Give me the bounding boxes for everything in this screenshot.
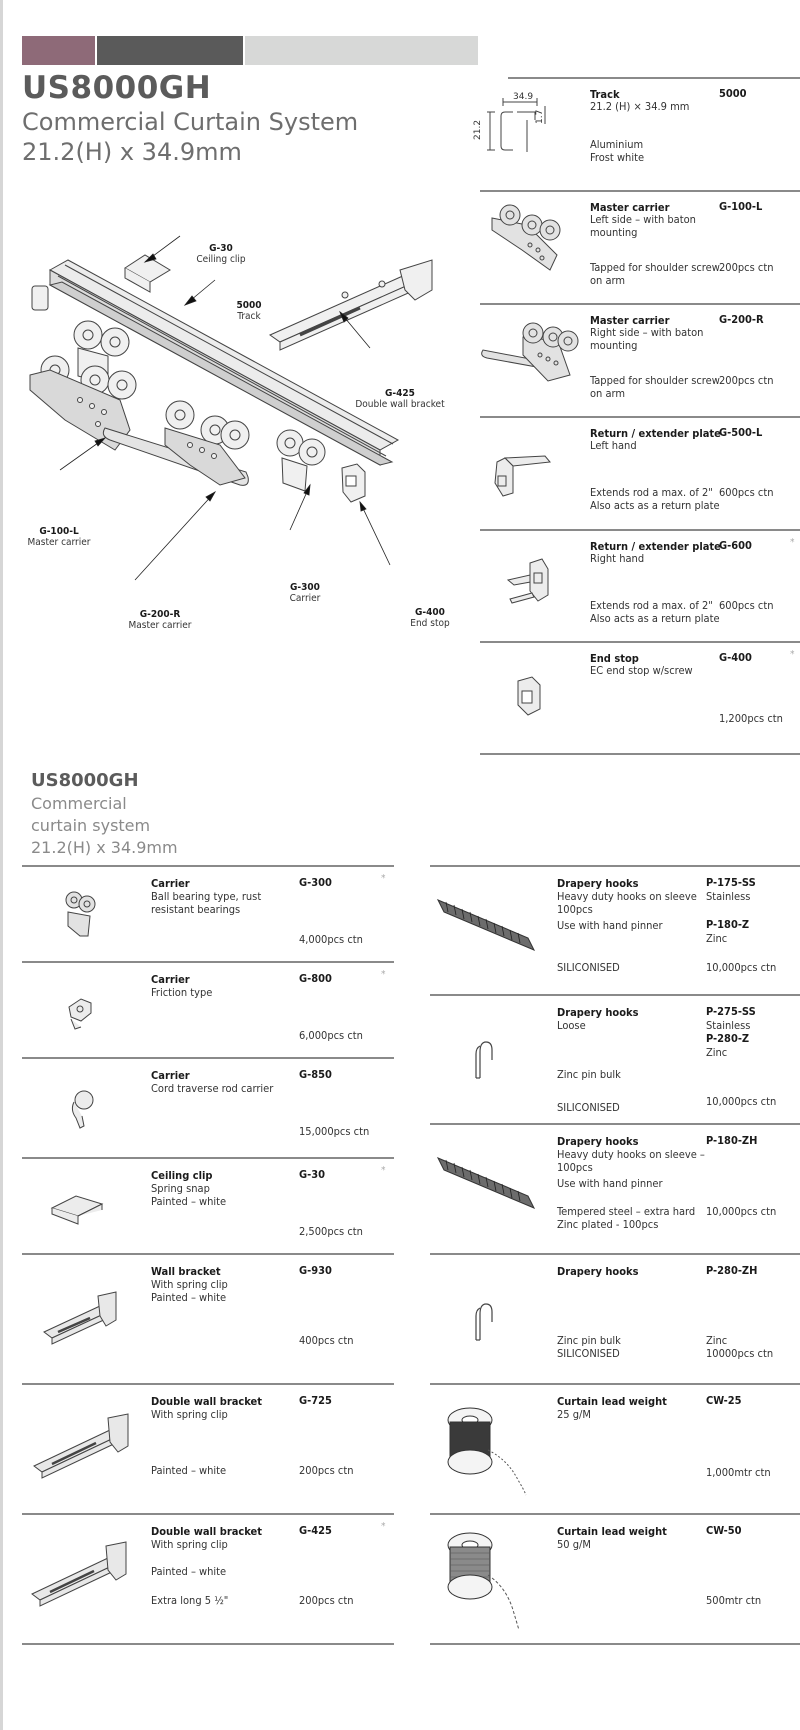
diagram-label-master-carrier-right <box>120 609 200 631</box>
product-note-0: Zinc pin bulk <box>557 1068 621 1081</box>
product-code: G-800 <box>299 972 332 985</box>
product-pack: 400pcs ctn <box>299 1334 354 1347</box>
divider <box>430 1643 800 1645</box>
product-code: CW-50 <box>706 1524 742 1537</box>
diagram-label-track <box>224 300 274 322</box>
divider <box>22 1057 394 1059</box>
product-name: Master carrier <box>590 314 670 327</box>
product-desc: Ball bearing type, rust resistant bearings <box>151 890 262 916</box>
divider <box>22 1513 394 1515</box>
product-code: G-500-L <box>719 426 763 439</box>
label-code: G-200-R <box>139 609 181 620</box>
product-pack: Zinc 10000pcs ctn <box>706 1334 774 1360</box>
product-name: Ceiling clip <box>151 1169 213 1182</box>
dim-lip: 1.7 <box>535 109 545 124</box>
color-bar-grey <box>245 36 478 65</box>
color-bar-charcoal <box>97 36 243 65</box>
product-note: Tapped for shoulder screw on arm <box>590 374 720 400</box>
product-name: Carrier <box>151 877 190 890</box>
product-code: CW-25 <box>706 1394 742 1407</box>
master-carrier-right-icon <box>478 315 578 395</box>
product-code: G-930 <box>299 1264 332 1277</box>
section2-line3: 21.2(H) x 34.9mm <box>31 838 178 857</box>
divider <box>480 529 800 531</box>
section2-code: US8000GH <box>31 770 139 791</box>
product-code: G-30 <box>299 1168 326 1181</box>
product-pack: 10,000pcs ctn <box>706 1095 777 1108</box>
product-desc: Friction type <box>151 986 213 999</box>
product-desc: Left side – with baton mounting <box>590 213 696 239</box>
product-variant-2: Zinc <box>706 932 728 945</box>
divider <box>430 1253 800 1255</box>
label-code: G-400 <box>415 607 445 618</box>
divider <box>480 641 800 643</box>
lead-weight-spool-large-icon <box>438 1525 533 1635</box>
product-desc-2: Use with hand pinner <box>557 1177 663 1190</box>
label-code: G-100-L <box>39 526 79 537</box>
product-name: Track <box>590 88 620 101</box>
product-subtitle: Commercial Curtain System <box>22 108 359 136</box>
product-code: P-280-ZH <box>706 1264 758 1277</box>
carrier-friction-icon <box>65 993 95 1033</box>
label-code: G-300 <box>290 582 320 593</box>
product-name: Drapery hooks <box>557 1006 639 1019</box>
product-code: G-300 <box>299 876 332 889</box>
product-note: Aluminium Frost white <box>590 138 645 164</box>
lead-weight-spool-icon <box>438 1400 533 1500</box>
product-desc: With spring clip <box>151 1408 228 1421</box>
divider <box>480 190 800 192</box>
product-code: G-400 <box>719 651 752 664</box>
product-note: Painted – white <box>151 1565 227 1578</box>
drapery-hook-bulk-icon <box>472 1300 496 1344</box>
product-name: Curtain lead weight <box>557 1395 667 1408</box>
product-desc: Right side – with baton mounting <box>590 326 704 352</box>
product-code-2: P-180-Z <box>706 918 750 931</box>
product-code: G-200-R <box>719 313 764 326</box>
divider <box>22 961 394 963</box>
label-name: Master carrier <box>27 537 91 548</box>
diagram-label-master-carrier-left <box>24 526 94 548</box>
product-dimensions: 21.2(H) x 34.9mm <box>22 138 242 166</box>
return-plate-right-icon <box>500 555 560 615</box>
product-code: P-175-SS <box>706 876 756 889</box>
product-desc: With spring clip Painted – white <box>151 1278 228 1304</box>
product-pack: 200pcs ctn <box>719 374 774 387</box>
label-name: Track <box>237 311 261 322</box>
product-note: Extends rod a max. of 2" Also acts as a return plate <box>590 486 720 512</box>
product-code: P-275-SS <box>706 1005 756 1018</box>
product-variant: Stainless <box>706 890 751 903</box>
product-desc: With spring clip <box>151 1538 228 1551</box>
product-pack: 200pcs ctn <box>299 1464 354 1477</box>
return-plate-left-icon <box>485 448 555 508</box>
product-desc: Heavy duty hooks on sleeve – 100pcs <box>557 1148 705 1174</box>
product-pack: 10,000pcs ctn <box>706 961 777 974</box>
product-name: Drapery hooks <box>557 1265 639 1278</box>
product-desc: Right hand <box>590 552 645 565</box>
product-code: G-100-L <box>719 200 763 213</box>
product-note: Painted – white <box>151 1464 227 1477</box>
product-variant-2: Zinc <box>706 1046 728 1059</box>
product-note-2: Extra long 5 ½" <box>151 1594 229 1607</box>
product-pack: 4,000pcs ctn <box>299 933 363 946</box>
product-code: 5000 <box>719 87 747 100</box>
product-pack: 1,000mtr ctn <box>706 1466 771 1479</box>
product-name: Return / extender plate <box>590 540 721 553</box>
product-desc: Spring snap Painted – white <box>151 1182 227 1208</box>
product-pack: 200pcs ctn <box>299 1594 354 1607</box>
product-pack: 10,000pcs ctn <box>706 1205 777 1218</box>
color-bar-mauve <box>22 36 95 65</box>
master-carrier-left-icon <box>482 200 572 290</box>
product-name: Carrier <box>151 1069 190 1082</box>
product-name: Double wall bracket <box>151 1525 262 1538</box>
product-desc: Cord traverse rod carrier <box>151 1082 274 1095</box>
divider <box>430 865 800 867</box>
product-pack: 600pcs ctn <box>719 599 774 612</box>
divider <box>22 865 394 867</box>
product-code-title: US8000GH <box>22 70 212 106</box>
ceiling-clip-icon <box>48 1188 108 1228</box>
star-mark: * <box>381 873 386 884</box>
section2-line2: curtain system <box>31 816 151 835</box>
product-pack: 600pcs ctn <box>719 486 774 499</box>
product-name: Curtain lead weight <box>557 1525 667 1538</box>
divider <box>508 77 800 79</box>
divider <box>22 1383 394 1385</box>
product-pack: 6,000pcs ctn <box>299 1029 363 1042</box>
product-desc: Loose <box>557 1019 586 1032</box>
divider <box>480 753 800 755</box>
product-pack: 15,000pcs ctn <box>299 1125 370 1138</box>
star-mark: * <box>790 537 795 548</box>
product-pack: 1,200pcs ctn <box>719 712 783 725</box>
product-desc: Heavy duty hooks on sleeve 100pcs <box>557 890 697 916</box>
star-mark: * <box>790 649 795 660</box>
product-note: SILICONISED <box>557 1101 620 1114</box>
divider <box>22 1157 394 1159</box>
label-code: G-30 <box>209 243 233 254</box>
star-mark: * <box>381 969 386 980</box>
label-name: Double wall bracket <box>355 399 445 410</box>
end-stop-icon <box>510 673 550 723</box>
label-code: G-425 <box>385 388 415 399</box>
label-name: Carrier <box>289 593 321 604</box>
label-name: Master carrier <box>128 620 192 631</box>
product-desc: 25 g/M <box>557 1408 591 1421</box>
product-desc: EC end stop w/screw <box>590 664 693 677</box>
product-name: Double wall bracket <box>151 1395 262 1408</box>
exploded-assembly-diagram <box>20 230 460 660</box>
divider <box>430 994 800 996</box>
label-name: Ceiling clip <box>196 254 246 265</box>
label-name: End stop <box>410 618 450 629</box>
divider <box>430 1123 800 1125</box>
product-code: P-180-ZH <box>706 1134 758 1147</box>
product-name: Carrier <box>151 973 190 986</box>
product-name: Return / extender plate <box>590 427 721 440</box>
product-desc: 21.2 (H) × 34.9 mm <box>590 100 690 113</box>
drapery-hooks-sleeve-icon <box>434 890 539 960</box>
divider <box>430 1513 800 1515</box>
product-note: Tapped for shoulder screw on arm <box>590 261 720 287</box>
divider <box>480 416 800 418</box>
product-code: G-600 <box>719 539 752 552</box>
product-code: G-850 <box>299 1068 332 1081</box>
track-profile-icon <box>473 92 575 172</box>
product-pack: 2,500pcs ctn <box>299 1225 363 1238</box>
product-variant: Stainless <box>706 1019 751 1032</box>
product-code: G-725 <box>299 1394 332 1407</box>
product-name: Drapery hooks <box>557 1135 639 1148</box>
drapery-hooks-tempered-icon <box>434 1148 539 1218</box>
diagram-label-double-wall-bracket <box>350 388 450 410</box>
star-mark: * <box>381 1521 386 1532</box>
product-desc: 50 g/M <box>557 1538 591 1551</box>
double-wall-bracket-icon <box>30 1412 130 1482</box>
double-wall-bracket-long-icon <box>28 1540 128 1610</box>
diagram-label-ceiling-clip <box>186 243 256 265</box>
wall-bracket-icon <box>40 1290 120 1350</box>
dim-height: 21.2 <box>473 119 483 140</box>
product-note: Tempered steel – extra hard Zinc plated - 100pcs <box>557 1205 696 1231</box>
product-code-2: P-280-Z <box>706 1032 750 1045</box>
product-note: Zinc pin bulk SILICONISED <box>557 1334 621 1360</box>
product-pack: 500mtr ctn <box>706 1594 762 1607</box>
product-note: Extends rod a max. of 2" Also acts as a return plate <box>590 599 720 625</box>
divider <box>430 1383 800 1385</box>
divider <box>22 1253 394 1255</box>
page-edge-rule <box>0 0 3 1730</box>
product-name: Drapery hooks <box>557 877 639 890</box>
product-desc: Left hand <box>590 439 637 452</box>
product-name: Wall bracket <box>151 1265 221 1278</box>
star-mark: * <box>381 1165 386 1176</box>
product-note: SILICONISED <box>557 961 620 974</box>
section2-line1: Commercial <box>31 794 127 813</box>
product-code: G-425 <box>299 1524 332 1537</box>
carrier-ball-bearing-icon <box>60 890 100 940</box>
product-pack: 200pcs ctn <box>719 261 774 274</box>
dim-width: 34.9 <box>513 92 534 102</box>
divider <box>480 303 800 305</box>
diagram-label-carrier <box>280 582 330 604</box>
diagram-label-end-stop <box>405 607 455 629</box>
divider <box>22 1643 394 1645</box>
product-desc-2: Use with hand pinner <box>557 919 663 932</box>
carrier-cord-traverse-icon <box>66 1088 96 1132</box>
product-name: End stop <box>590 652 639 665</box>
drapery-hook-loose-icon <box>472 1038 496 1082</box>
product-name: Master carrier <box>590 201 670 214</box>
label-code: 5000 <box>236 300 262 311</box>
